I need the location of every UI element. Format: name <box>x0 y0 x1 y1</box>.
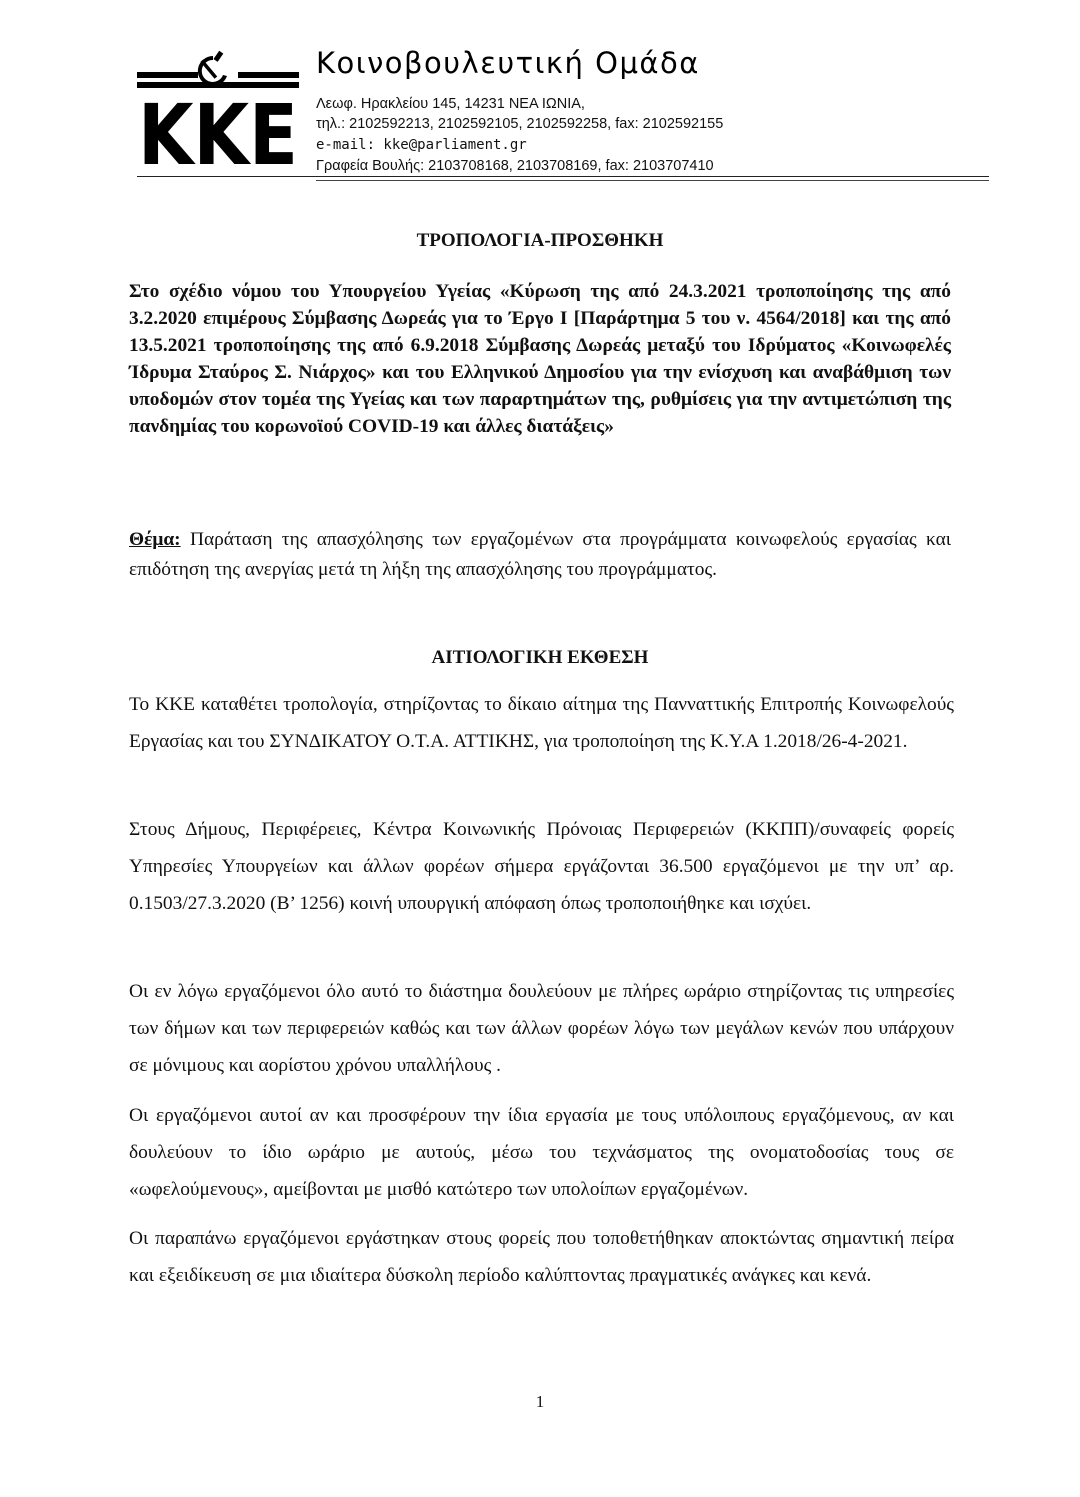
parliament-offices-line: Γραφεία Βουλής: 2103708168, 2103708169, fax: 2103707410 <box>316 158 714 174</box>
address-line: Λεωφ. Ηρακλείου 145, 14231 ΝΕΑ ΙΩΝΙΑ, <box>316 96 585 112</box>
subject-label: Θέμα: <box>129 529 181 550</box>
document-heading: ΤΡΟΠΟΛΟΓΙΑ-ΠΡΟΣΘΗΚΗ <box>416 230 664 251</box>
hammer-sickle-icon <box>198 51 227 86</box>
page-number: 1 <box>535 1392 545 1411</box>
org-title: Κοινοβουλευτική Ομάδα <box>316 46 700 80</box>
paragraph-1: Το ΚΚΕ καταθέτει τροπολογία, στηρίζοντας το δίκαιο αίτημα της Πανναττικής Επιτροπής Κοινωφελούς Εργασίας και του ΣΥΝΔΙΚΑΤΟΥ Ο.Τ.Α. ΑΤΤΙΚΗΣ, για τροποποίηση της Κ.Υ.Α 1.2018/26-4-2021. <box>129 694 954 752</box>
paragraph-2: Στους Δήμους, Περιφέρειες, Κέντρα Κοινωνικής Πρόνοιας Περιφερειών (ΚΚΠΠ)/συναφείς φορείς Υπηρεσίες Υπουργείων και άλλων φορέων σήμερα εργάζονται 36.500 εργαζόμενοι με την υπ’ αρ. 0.1503/27.3.2020 (Β’ 1256) κοινή υπουργική απόφαση όπως τροποποιήθηκε και ισχύει. <box>129 819 954 914</box>
logo-letters: ΚΚΕ <box>138 86 298 184</box>
paragraph-5: Οι παραπάνω εργαζόμενοι εργάστηκαν στους φορείς που τοποθετήθηκαν αποκτώντας σημαντική πείρα και εξειδίκευση σε μια ιδιαίτερα δύσκολη περίοδο καλύπτοντας πραγματικές ανάγκες και κενά. <box>129 1228 954 1286</box>
header-divider <box>137 176 989 177</box>
paragraph-3: Οι εν λόγω εργαζόμενοι όλο αυτό το διάστημα δουλεύουν με πλήρες ωράριο στηρίζοντας τις υπηρεσίες των δήμων και των περιφερειών καθώς και των άλλων φορέων λόγω των μεγάλων κενών που υπάρχουν σε μόνιμους και αορίστου χρόνου υπαλλήλους . <box>129 981 954 1076</box>
subject-paragraph <box>129 525 951 585</box>
subject-text: Παράταση της απασχόλησης των εργαζομένων στα προγράμματα κοινωφελούς εργασίας και επιδότηση της ανεργίας μετά τη λήξη της απασχόλησης του προγράμματος. <box>129 529 951 580</box>
phone-line: τηλ.: 2102592213, 2102592105, 2102592258, fax: 2102592155 <box>316 116 724 132</box>
kke-logo <box>137 42 299 184</box>
report-heading: ΑΙΤΙΟΛΟΓΙΚΗ ΕΚΘΕΣΗ <box>431 647 649 668</box>
email-line: e-mail: kke@parliament.gr <box>316 137 527 153</box>
bill-title: Στο σχέδιο νόμου του Υπουργείου Υγείας «Κύρωση της από 24.3.2021 τροποποίησης της από 3.2.2020 επιμέρους Σύμβασης Δωρεάς για το Έργο Ι [Παράρτημα 5 του ν. 4564/2018] και της από 13.5.2021 τροποποίησης της από 6.9.2018 Σύμβασης Δωρεάς μεταξύ του Ιδρύματος «Κοινωφελές Ίδρυμα Σταύρος Σ. Νιάρχος» και του Ελληνικού Δημοσίου για την ενίσχυση και αναβάθμιση των υποδομών στον τομέα της Υγείας και των παραρτημάτων της, ρυθμίσεις για την αντιμετώπιση της πανδημίας του κορωνοϊού COVID-19 και άλλες διατάξεις» <box>129 281 951 437</box>
header-divider-secondary <box>316 180 989 181</box>
paragraph-4: Οι εργαζόμενοι αυτοί αν και προσφέρουν την ίδια εργασία με τους υπόλοιπους εργαζόμενους, αν και δουλεύουν το ίδιο ωράριο με αυτούς, μέσω του τεχνάσματος της ονοματοδοσίας τους σε «ωφελούμενους», αμείβονται με μισθό κατώτερο των υπολοίπων εργαζομένων. <box>129 1105 954 1200</box>
